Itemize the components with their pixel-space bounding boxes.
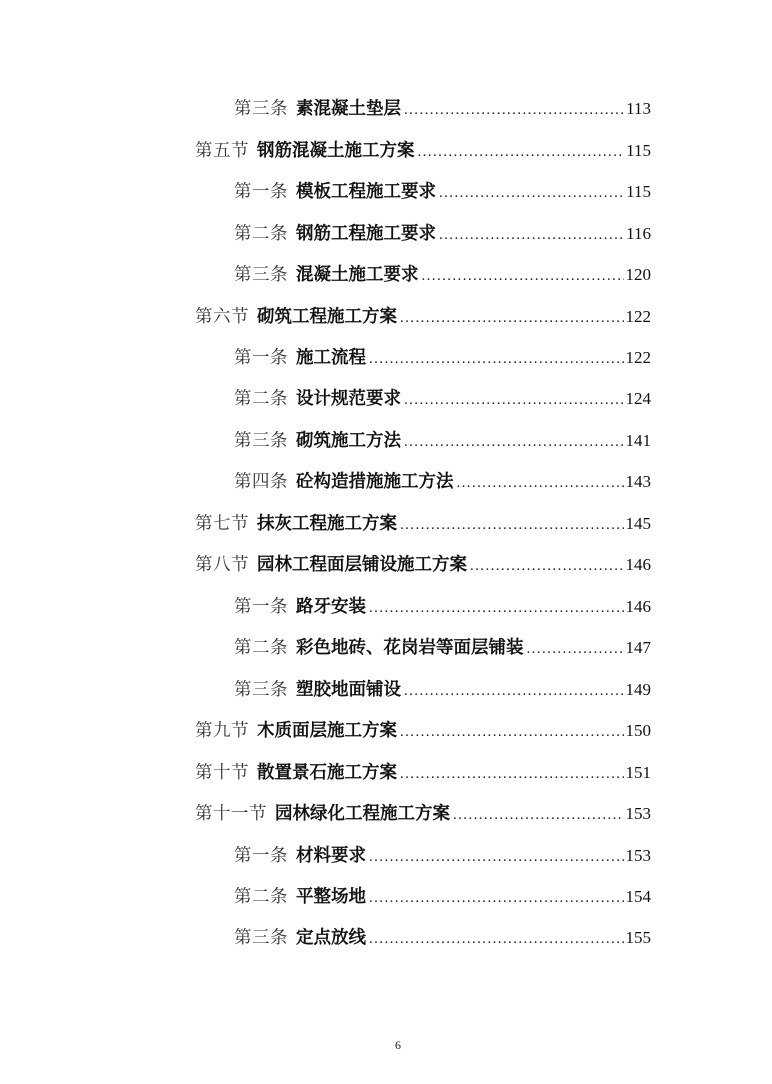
toc-entry-number: 第八节 [195, 555, 249, 575]
dot-leader [400, 762, 624, 786]
toc-entry[interactable] [195, 139, 651, 163]
toc-entry-number: 第一条 [234, 182, 288, 202]
toc-entry-title: 园林绿化工程施工方案 [275, 804, 450, 824]
dot-leader [369, 927, 624, 951]
toc-entry-title: 木质面层施工方案 [257, 721, 397, 741]
toc-entry-number: 第二条 [234, 887, 288, 907]
toc-entry-title: 抹灰工程施工方案 [257, 514, 397, 534]
dot-leader [453, 803, 624, 827]
toc-entry-number: 第三条 [234, 265, 288, 285]
toc-entry-page: 154 [625, 887, 651, 906]
toc-entry-number: 第三条 [234, 928, 288, 948]
dot-leader [418, 140, 625, 164]
toc-entry-title: 平整场地 [296, 887, 366, 907]
dot-leader [369, 596, 624, 620]
toc-entry[interactable] [234, 97, 651, 121]
toc-entry-number: 第一条 [234, 348, 288, 368]
toc-entry[interactable] [234, 595, 651, 619]
toc-entry-number: 第一条 [234, 846, 288, 866]
toc-entry-title: 散置景石施工方案 [257, 763, 397, 783]
toc-entry-page: 122 [625, 348, 651, 367]
toc-entry[interactable] [234, 263, 651, 287]
toc-entry-page: 150 [625, 721, 651, 740]
page-number: 6 [395, 1038, 401, 1052]
toc-entry[interactable] [195, 305, 651, 329]
toc-entry[interactable] [195, 802, 651, 826]
dot-leader [527, 637, 624, 661]
toc-entry-title: 路牙安装 [296, 597, 366, 617]
dot-leader [400, 513, 624, 537]
toc-entry-page: 145 [625, 514, 651, 533]
dot-leader [369, 886, 624, 910]
toc-entry-title: 设计规范要求 [296, 389, 401, 409]
dot-leader [422, 264, 624, 288]
toc-entry-number: 第一条 [234, 597, 288, 617]
toc-entry-page: 147 [625, 638, 651, 657]
toc-entry[interactable] [234, 678, 651, 702]
dot-leader [457, 471, 624, 495]
toc-entry-title: 钢筋工程施工要求 [296, 224, 436, 244]
toc-entry-title: 彩色地砖、花岗岩等面层铺装 [296, 638, 524, 658]
toc-entry[interactable] [234, 636, 651, 660]
toc-entry-page: 153 [625, 846, 651, 865]
toc-entry-number: 第七节 [195, 514, 249, 534]
dot-leader [404, 98, 624, 122]
toc-entry-number: 第三条 [234, 680, 288, 700]
toc-entry-title: 砌筑工程施工方案 [257, 307, 397, 327]
toc-entry[interactable] [234, 222, 651, 246]
toc-entry-title: 砌筑施工方法 [296, 431, 401, 451]
toc-entry-number: 第五节 [195, 141, 249, 161]
toc-entry-page: 116 [626, 224, 651, 243]
toc-entry-page: 149 [625, 680, 651, 699]
toc-entry[interactable] [234, 346, 651, 370]
toc-entry[interactable] [195, 512, 651, 536]
dot-leader [400, 720, 624, 744]
toc-entry-page: 151 [625, 763, 651, 782]
dot-leader [369, 347, 624, 371]
toc-entry[interactable] [234, 470, 651, 494]
toc-entry[interactable] [234, 387, 651, 411]
toc-entry-page: 155 [625, 928, 651, 947]
toc-entry-page: 122 [625, 307, 651, 326]
toc-entry[interactable] [234, 844, 651, 868]
toc-entry-title: 模板工程施工要求 [296, 182, 436, 202]
toc-entry-title: 材料要求 [296, 846, 366, 866]
dot-leader [400, 306, 624, 330]
toc-entry-page: 146 [625, 597, 651, 616]
toc-entry[interactable] [234, 926, 651, 950]
toc-entry-number: 第二条 [234, 638, 288, 658]
toc-entry-page: 115 [626, 182, 651, 201]
toc-entry-number: 第十一节 [195, 804, 267, 824]
toc-entry-title: 砼构造措施施工方法 [296, 472, 454, 492]
toc-entry-page: 146 [625, 555, 651, 574]
toc-entry-number: 第三条 [234, 99, 288, 119]
dot-leader [404, 679, 624, 703]
toc-entry-page: 115 [626, 141, 651, 160]
toc-entry-number: 第六节 [195, 307, 249, 327]
toc-entry[interactable] [195, 553, 651, 577]
toc-entry-number: 第二条 [234, 224, 288, 244]
toc-entry-page: 143 [625, 472, 651, 491]
toc-entry-title: 园林工程面层铺设施工方案 [257, 555, 467, 575]
toc-entry-page: 124 [625, 389, 651, 408]
toc-entry-title: 施工流程 [296, 348, 366, 368]
toc-entry-title: 混凝土施工要求 [296, 265, 419, 285]
dot-leader [439, 223, 624, 247]
dot-leader [439, 181, 624, 205]
toc-entry-title: 素混凝土垫层 [296, 99, 401, 119]
toc-entry-number: 第四条 [234, 472, 288, 492]
dot-leader [404, 388, 624, 412]
toc-entry-number: 第二条 [234, 389, 288, 409]
dot-leader [470, 554, 624, 578]
toc-entry[interactable] [234, 885, 651, 909]
toc-entry-page: 153 [625, 804, 651, 823]
toc-entry-number: 第十节 [195, 763, 249, 783]
toc-entry-page: 113 [626, 99, 651, 118]
toc-entry[interactable] [234, 180, 651, 204]
toc-entry-title: 塑胶地面铺设 [296, 680, 401, 700]
toc-entry[interactable] [195, 719, 651, 743]
toc-entry-title: 定点放线 [296, 928, 366, 948]
dot-leader [369, 845, 624, 869]
dot-leader [404, 430, 624, 454]
toc-entry[interactable] [195, 761, 651, 785]
toc-entry-page: 141 [625, 431, 651, 450]
toc-entry-title: 钢筋混凝土施工方案 [257, 141, 415, 161]
toc-entry[interactable] [234, 429, 651, 453]
toc-entry-number: 第九节 [195, 721, 249, 741]
toc-entry-page: 120 [625, 265, 651, 284]
toc-entry-number: 第三条 [234, 431, 288, 451]
